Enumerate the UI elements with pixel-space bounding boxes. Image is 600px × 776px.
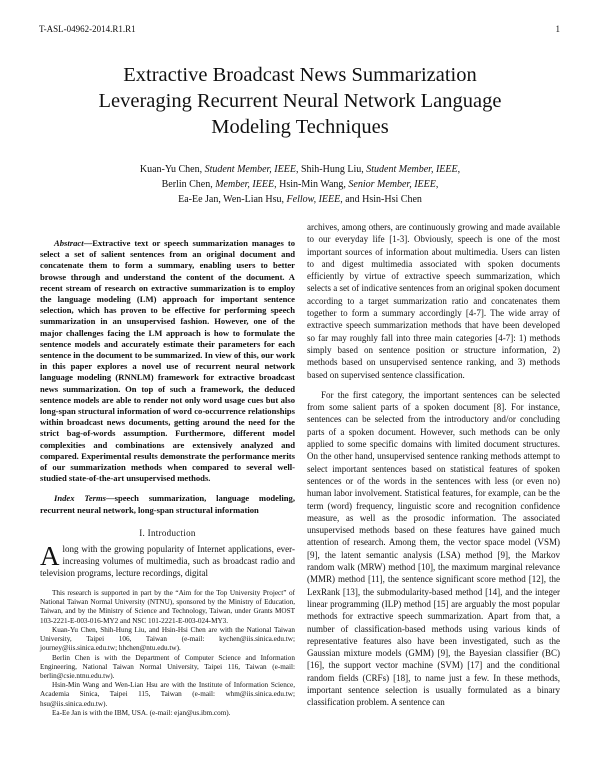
author-role: Student Member, IEEE bbox=[366, 164, 458, 175]
body-paragraph: archives, among others, are continuously growing and made available to our everyday life [1-3]. Obviously, speech is one of the most important sources of information about multimedia. Users can listen to and digest multimedia associated with spoken documents efficiently by virtue of extractive speech summarization, which selects a set of indicative sentences from an original spoken document according to a target summarization ratio and concatenates them together to form a summary accordingly [4-7]. The wide array of extractive speech summarization methods that have been developed so far may roughly fall into three main categories [4-7]: 1) methods simply based on sentence position or structure information, 2) methods based on unsupervised sentence ranking, and 3) methods based on supervised sentence classification. bbox=[307, 222, 560, 380]
author-role: Senior Member, IEEE bbox=[348, 179, 436, 190]
index-terms-label: Index Terms bbox=[54, 493, 107, 504]
author-line-2: Berlin Chen, Member, IEEE, Hsin-Min Wang, Senior Member, IEEE, bbox=[161, 179, 439, 190]
author-role: Fellow, IEEE bbox=[286, 194, 341, 205]
author-name: , Hsin-Min Wang, bbox=[274, 179, 349, 190]
footnote-affiliation: Ea-Ee Jan is with the IBM, USA. (e-mail: ejan@us.ibm.com). bbox=[52, 708, 231, 717]
intro-paragraph bbox=[40, 543, 295, 579]
footnotes bbox=[40, 589, 295, 718]
page-header bbox=[39, 24, 560, 34]
author-role: Member, IEEE bbox=[215, 179, 275, 190]
paper-title bbox=[60, 62, 540, 140]
left-column bbox=[40, 238, 295, 718]
footnote-affiliation: Hsin-Min Wang and Wen-Lian Hsu are with the Institute of Information Science, Academia Sinica, Taipei 115, Taiwan (e-mail: whm@iis.sinica.edu.tw; hsu@iis.sinica.edu.tw). bbox=[40, 681, 295, 708]
abstract bbox=[40, 238, 295, 484]
author-name: , Shih-Hung Liu, bbox=[295, 164, 367, 175]
abstract-label: Abstract bbox=[54, 238, 84, 248]
abstract-text: —Extractive text or speech summarization manages to select a set of salient sentences from an original document and concatenate them to form a summary, enabling users to better browse through and understand the content of the document. A recent stream of research on extractive summarization is to employ the language modeling (LM) approach for important sentence selection, which has proven to be effective for performing speech summarization in an unsupervised fashion. However, one of the major challenges facing the LM approach is how to formulate the sentence models and accurately estimate their parameters for each sentence in the document to be summarized. In view of this, our work in this paper explores a novel use of recurrent neural network language modeling (RNNLM) framework for extractive broadcast news summarization. On top of such a framework, the deduced sentence models are able to render not only word usage cues but also long-span structural information of word co-occurrence relationships within broadcast news documents, getting around the need for the strict bag-of-words assumption. Furthermore, different model complexities and combinations are extensively analyzed and compared. Experimental results demonstrate the performance merits of our summarization methods when compared to several well-studied state-of-the-art unsupervised methods. bbox=[40, 238, 295, 484]
manuscript-id: T-ASL-04962-2014.R1.R1 bbox=[39, 24, 136, 34]
title-line-3: Modeling Techniques bbox=[211, 116, 389, 138]
drop-cap: A bbox=[40, 541, 60, 572]
section-heading-introduction: I. Introduction bbox=[139, 527, 196, 538]
index-terms-text: —speech summarization, language modeling, recurrent neural network, long-span structural information bbox=[40, 493, 295, 515]
author-name: Berlin Chen, bbox=[161, 179, 216, 190]
author-name: Ea-Ee Jan, Wen-Lian Hsu, bbox=[178, 194, 287, 205]
author-name: Kuan-Yu Chen, bbox=[139, 164, 205, 175]
title-line-1: Extractive Broadcast News Summarization bbox=[123, 64, 477, 86]
author-list bbox=[80, 162, 520, 207]
footnote-affiliation: Kuan-Yu Chen, Shih-Hung Liu, and Hsin-Hsi Chen are with the National Taiwan University, Taipei 106, Taiwan (e-mail: kychen@iis.sinica.edu.tw; journey@iis.sinica.edu.tw; hhchen@ntu.edu.tw). bbox=[40, 625, 295, 653]
title-line-2: Leveraging Recurrent Neural Network Language bbox=[98, 90, 502, 112]
author-line-3 bbox=[80, 192, 520, 207]
page-number: 1 bbox=[555, 24, 560, 34]
author-name: , and Hsin-Hsi Chen bbox=[340, 194, 422, 205]
intro-text: long with the growing popularity of Internet applications, ever-increasing volumes of multimedia, such as broadcast radio and television programs, lecture recordings, digital bbox=[40, 544, 295, 579]
author-role: Student Member, IEEE bbox=[204, 164, 296, 175]
footnote-affiliation: Berlin Chen is with the Department of Computer Science and Information Engineering, National Taiwan Normal University, Taipei 116, Taiwan (e-mail: berlin@csie.ntnu.edu.tw). bbox=[40, 653, 295, 680]
footnote-funding: This research is supported in part by the “Aim for the Top University Project” of National Taiwan Normal University (NTNU), sponsored by the Ministry of Education, Taiwan, and by the Ministry of Science and Technology, Taiwan, under Grants MOST 103-2221-E-003-016-MY2 and NSC 101-2221-E-003-024-MY3. bbox=[40, 589, 295, 625]
author-line-1: Kuan-Yu Chen, Student Member, IEEE, Shih-Hung Liu, Student Member, IEEE, bbox=[139, 164, 461, 175]
body-paragraph: For the first category, the important sentences can be selected from some salient parts of a spoken document [8]. For instance, sentences can be selected from the introductory and/or concluding parts of a spoken document. However, such methods can be only applied to some specific domains with limited document structures. On the other hand, unsupervised sentence ranking methods attempt to select important sentences based on statistical features of spoken sentences or of the words in the sentences with less (or even no) human labor involvement. Statistical features, for example, can be the term (word) frequency, linguistic score and recognition confidence measure, as well as the prosodic information. The associated unsupervised methods based on these features have gained much attention of research. Among them, the vector space model (VSM) [9], the latent semantic analysis (LSA) method [9], the Markov random walk (MRW) method [10], the maximum marginal relevance (MMR) method [11], the sentence significant score method [12], the LexRank [13], the submodularity-based method [14], and the integer linear programming (ILP) method [15] are arguably the most popular methods for extractive speech summarization. Apart from that, a number of classification-based methods using various kinds of representative features also have been investigated, such as the Gaussian mixture models (GMM) [9], the Bayesian classifier (BC) [16], the support vector machine (SVM) [17] and the conditional random fields (CRFs) [18], to name just a few. In these methods, important sentence selection is usually formulated as a binary classification problem. A sentence can bbox=[307, 389, 560, 708]
index-terms bbox=[40, 493, 295, 515]
right-column bbox=[307, 221, 560, 709]
